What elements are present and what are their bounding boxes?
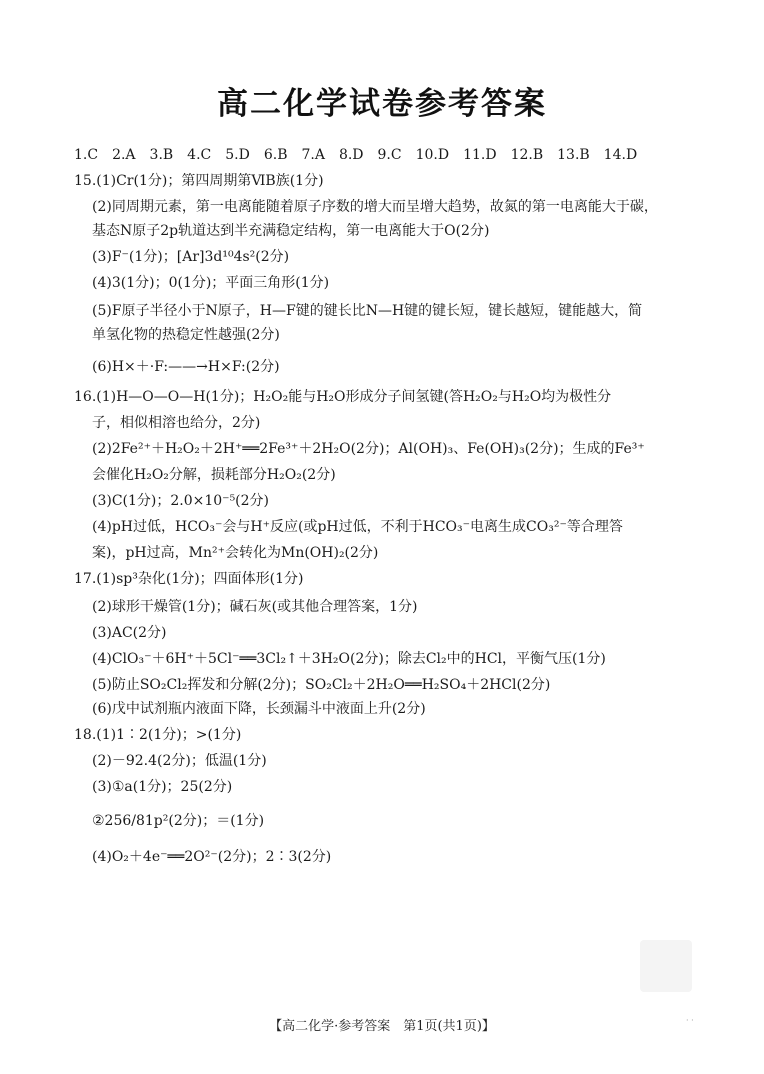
q15-3: (3)F⁻(1分)；[Ar]3d¹⁰4s²(2分) bbox=[92, 249, 290, 265]
q16-4a: (4)pH过低，HCO₃⁻会与H⁺反应(或pH过低，不利于HCO₃⁻电离生成CO₃²⁻等合理答 bbox=[92, 519, 623, 535]
q18-4: (4)O₂＋4e⁻══2O²⁻(2分)；2∶3(2分) bbox=[92, 849, 332, 865]
q17-6: (6)戊中试剂瓶内液面下降，长颈漏斗中液面上升(2分) bbox=[92, 701, 426, 717]
q16-4b: 案)，pH过高，Mn²⁺会转化为Mn(OH)₂(2分) bbox=[92, 545, 379, 561]
q17-3: (3)AC(2分) bbox=[92, 625, 167, 641]
page-title: 高二化学试卷参考答案 bbox=[217, 86, 547, 122]
q17-4: (4)ClO₃⁻＋6H⁺＋5Cl⁻══3Cl₂↑＋3H₂O(2分)；除去Cl₂中的HCl，平衡气压(1分) bbox=[92, 651, 606, 667]
q15-5a: (5)F原子半径小于N原子，H—F键的键长比N—H键的键长短，键长越短，键能越大，简 bbox=[92, 303, 643, 319]
tiny-dots: · · bbox=[686, 1016, 694, 1025]
q18-3b: ②256/81p²(2分)；＝(1分) bbox=[92, 813, 265, 829]
q15-2b: 基态N原子2p轨道达到半充满稳定结构，第一电离能大于O(2分) bbox=[92, 223, 490, 239]
q15-4: (4)3(1分)；0(1分)；平面三角形(1分) bbox=[92, 275, 330, 291]
q18-3: (3)①a(1分)；25(2分) bbox=[92, 779, 233, 795]
q18-1: 18.(1)1∶2(1分)；>(1分) bbox=[74, 727, 242, 743]
q17-1: 17.(1)sp³杂化(1分)；四面体形(1分) bbox=[74, 571, 304, 587]
faint-stamp-mark bbox=[640, 940, 692, 992]
q16-2b: 会催化H₂O₂分解，损耗部分H₂O₂(2分) bbox=[92, 467, 336, 483]
q15-2a: (2)同周期元素，第一电离能随着原子序数的增大而呈增大趋势，故氮的第一电离能大于碳， bbox=[92, 199, 658, 215]
answers-choice: 1.C 2.A 3.B 4.C 5.D 6.B 7.A 8.D 9.C 10.D 11.D 12.B 13.B 14.D bbox=[74, 147, 638, 163]
q17-2: (2)球形干燥管(1分)；碱石灰(或其他合理答案，1分) bbox=[92, 599, 418, 615]
q15-5b: 单氢化物的热稳定性越强(2分) bbox=[92, 327, 280, 343]
q15-1: 15.(1)Cr(1分)；第四周期第ⅥB族(1分) bbox=[74, 173, 324, 189]
page-footer: 【高二化学·参考答案 第1页(共1页)】 bbox=[269, 1019, 495, 1034]
q15-6: (6)H×＋·F:——→H×F:(2分) bbox=[92, 359, 280, 375]
q16-2a: (2)2Fe²⁺＋H₂O₂＋2H⁺══2Fe³⁺＋2H₂O(2分)；Al(OH)₃、Fe(OH)₃(2分)；生成的Fe³⁺ bbox=[92, 441, 645, 457]
q17-5: (5)防止SO₂Cl₂挥发和分解(2分)；SO₂Cl₂＋2H₂O══H₂SO₄＋2HCl(2分) bbox=[92, 677, 551, 693]
q18-2: (2)－92.4(2分)；低温(1分) bbox=[92, 753, 267, 769]
q16-3: (3)C(1分)；2.0×10⁻⁵(2分) bbox=[92, 493, 270, 509]
q16-1a: 16.(1)H—O—O—H(1分)；H₂O₂能与H₂O形成分子间氢键(答H₂O₂与H₂O均为极性分 bbox=[74, 389, 612, 405]
q16-1b: 子，相似相溶也给分，2分) bbox=[92, 415, 261, 431]
